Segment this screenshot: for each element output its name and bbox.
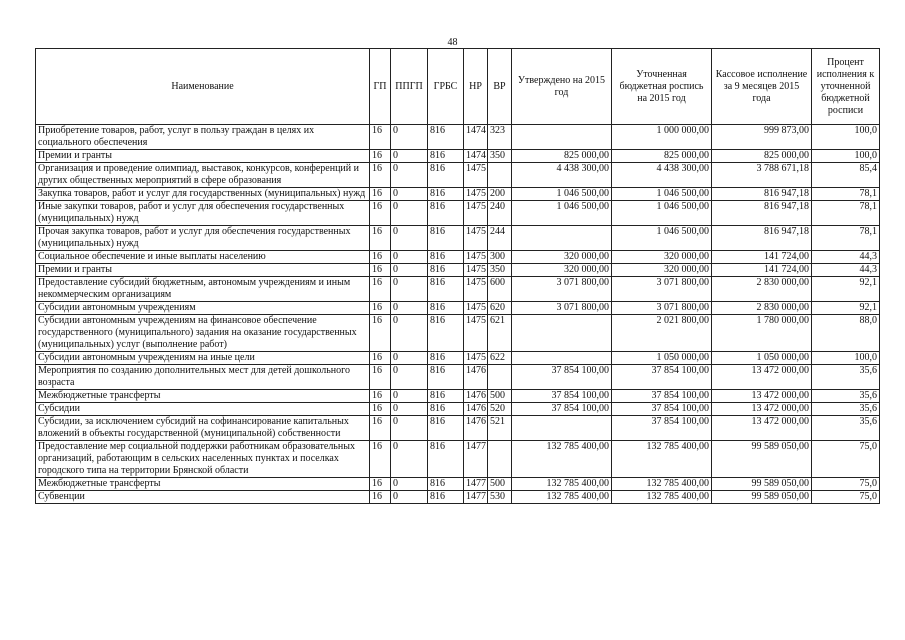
- cell-grbs: 816: [428, 302, 464, 315]
- cell-gp: 16: [370, 163, 391, 188]
- cell-refined: 825 000,00: [612, 150, 712, 163]
- table-row: [36, 302, 880, 315]
- cell-refined: 37 854 100,00: [612, 403, 712, 416]
- cell-grbs: 816: [428, 163, 464, 188]
- cell-ppgp: 0: [391, 441, 428, 478]
- cell-percent: 75,0: [812, 478, 880, 491]
- cell-nr: 1475: [464, 315, 488, 352]
- cell-gp: 16: [370, 478, 391, 491]
- cell-name: Премии и гранты: [36, 264, 370, 277]
- cell-ppgp: 0: [391, 365, 428, 390]
- cell-ppgp: 0: [391, 416, 428, 441]
- cell-gp: 16: [370, 201, 391, 226]
- cell-vr: [488, 365, 512, 390]
- cell-cash: 141 724,00: [712, 251, 812, 264]
- cell-ppgp: 0: [391, 264, 428, 277]
- cell-ppgp: 0: [391, 403, 428, 416]
- cell-gp: 16: [370, 302, 391, 315]
- table-body: [36, 125, 880, 504]
- cell-name: Предоставление субсидий бюджетным, автономым учреждениям и иным некоммерческим организациям: [36, 277, 370, 302]
- table-row: [36, 315, 880, 352]
- cell-refined: 4 438 300,00: [612, 163, 712, 188]
- table-row: [36, 226, 880, 251]
- cell-gp: 16: [370, 188, 391, 201]
- cell-approved: 37 854 100,00: [512, 403, 612, 416]
- cell-cash: 13 472 000,00: [712, 403, 812, 416]
- cell-percent: 35,6: [812, 403, 880, 416]
- cell-gp: 16: [370, 491, 391, 504]
- table-header-row: [36, 49, 880, 125]
- cell-ppgp: 0: [391, 188, 428, 201]
- header-percent: Процент исполнения к уточненной бюджетной росписи: [812, 49, 880, 125]
- cell-nr: 1475: [464, 352, 488, 365]
- cell-nr: 1477: [464, 478, 488, 491]
- cell-percent: 75,0: [812, 441, 880, 478]
- cell-percent: 78,1: [812, 201, 880, 226]
- cell-refined: 320 000,00: [612, 264, 712, 277]
- header-nr: НР: [464, 49, 488, 125]
- cell-percent: 44,3: [812, 251, 880, 264]
- cell-name: Предоставление мер социальной поддержки работникам образовательных организаций, работающим в сельских населенных пунктах и поселках городского типа на территории Брянской области: [36, 441, 370, 478]
- cell-approved: 4 438 300,00: [512, 163, 612, 188]
- cell-refined: 132 785 400,00: [612, 491, 712, 504]
- cell-refined: 3 071 800,00: [612, 302, 712, 315]
- cell-refined: 132 785 400,00: [612, 441, 712, 478]
- cell-approved: 132 785 400,00: [512, 491, 612, 504]
- cell-grbs: 816: [428, 277, 464, 302]
- cell-approved: 320 000,00: [512, 251, 612, 264]
- cell-vr: 620: [488, 302, 512, 315]
- header-vr: ВР: [488, 49, 512, 125]
- cell-name: Социальное обеспечение и иные выплаты населению: [36, 251, 370, 264]
- cell-refined: 1 000 000,00: [612, 125, 712, 150]
- cell-approved: [512, 416, 612, 441]
- cell-percent: 100,0: [812, 125, 880, 150]
- cell-gp: 16: [370, 226, 391, 251]
- cell-vr: 350: [488, 264, 512, 277]
- cell-approved: 132 785 400,00: [512, 441, 612, 478]
- cell-approved: 3 071 800,00: [512, 302, 612, 315]
- cell-name: Субсидии автономным учреждениям на финансовое обеспечение государственного (муниципального) задания на оказание государственных (муниципальных) услуг (выполнение работ): [36, 315, 370, 352]
- cell-percent: 75,0: [812, 491, 880, 504]
- cell-approved: 320 000,00: [512, 264, 612, 277]
- table-row: [36, 150, 880, 163]
- cell-nr: 1475: [464, 251, 488, 264]
- cell-name: Закупка товаров, работ и услуг для государственных (муниципальных) нужд: [36, 188, 370, 201]
- cell-percent: 92,1: [812, 302, 880, 315]
- cell-vr: 520: [488, 403, 512, 416]
- cell-grbs: 816: [428, 365, 464, 390]
- cell-nr: 1474: [464, 125, 488, 150]
- cell-percent: 78,1: [812, 188, 880, 201]
- cell-grbs: 816: [428, 491, 464, 504]
- table-row: [36, 277, 880, 302]
- cell-name: Организация и проведение олимпиад, выставок, конкурсов, конференций и других общественных мероприятий в сфере образования: [36, 163, 370, 188]
- cell-ppgp: 0: [391, 302, 428, 315]
- cell-ppgp: 0: [391, 478, 428, 491]
- cell-ppgp: 0: [391, 491, 428, 504]
- table-row: [36, 125, 880, 150]
- cell-cash: 1 780 000,00: [712, 315, 812, 352]
- cell-grbs: 816: [428, 403, 464, 416]
- cell-approved: [512, 125, 612, 150]
- header-grbs: ГРБС: [428, 49, 464, 125]
- cell-gp: 16: [370, 441, 391, 478]
- cell-cash: 99 589 050,00: [712, 478, 812, 491]
- cell-percent: 78,1: [812, 226, 880, 251]
- cell-gp: 16: [370, 125, 391, 150]
- cell-percent: 100,0: [812, 352, 880, 365]
- cell-name: Субвенции: [36, 491, 370, 504]
- cell-cash: 999 873,00: [712, 125, 812, 150]
- cell-grbs: 816: [428, 441, 464, 478]
- table-row: [36, 264, 880, 277]
- cell-nr: 1476: [464, 390, 488, 403]
- cell-nr: 1476: [464, 416, 488, 441]
- header-cash: Кассовое исполнение за 9 месяцев 2015 года: [712, 49, 812, 125]
- cell-vr: 621: [488, 315, 512, 352]
- cell-vr: 200: [488, 188, 512, 201]
- cell-refined: 1 046 500,00: [612, 226, 712, 251]
- cell-refined: 3 071 800,00: [612, 277, 712, 302]
- cell-gp: 16: [370, 365, 391, 390]
- cell-name: Прочая закупка товаров, работ и услуг для обеспечения государственных (муниципальных) нужд: [36, 226, 370, 251]
- cell-approved: [512, 315, 612, 352]
- cell-grbs: 816: [428, 264, 464, 277]
- cell-percent: 85,4: [812, 163, 880, 188]
- cell-cash: 816 947,18: [712, 226, 812, 251]
- header-name: Наименование: [36, 49, 370, 125]
- cell-ppgp: 0: [391, 352, 428, 365]
- cell-percent: 35,6: [812, 390, 880, 403]
- cell-nr: 1475: [464, 188, 488, 201]
- cell-percent: 35,6: [812, 365, 880, 390]
- table-row: [36, 491, 880, 504]
- cell-refined: 1 046 500,00: [612, 188, 712, 201]
- cell-name: Мероприятия по созданию дополнительных мест для детей дошкольного возраста: [36, 365, 370, 390]
- cell-refined: 37 854 100,00: [612, 365, 712, 390]
- table-row: [36, 201, 880, 226]
- cell-grbs: 816: [428, 390, 464, 403]
- cell-vr: 350: [488, 150, 512, 163]
- cell-gp: 16: [370, 150, 391, 163]
- header-refined: Уточненная бюджетная роспись на 2015 год: [612, 49, 712, 125]
- cell-percent: 100,0: [812, 150, 880, 163]
- cell-approved: 1 046 500,00: [512, 188, 612, 201]
- cell-cash: 13 472 000,00: [712, 390, 812, 403]
- cell-grbs: 816: [428, 125, 464, 150]
- cell-vr: 622: [488, 352, 512, 365]
- cell-nr: 1476: [464, 403, 488, 416]
- cell-vr: 530: [488, 491, 512, 504]
- cell-approved: 37 854 100,00: [512, 365, 612, 390]
- table-row: [36, 416, 880, 441]
- cell-grbs: 816: [428, 150, 464, 163]
- cell-approved: 3 071 800,00: [512, 277, 612, 302]
- cell-grbs: 816: [428, 478, 464, 491]
- table-row: [36, 403, 880, 416]
- cell-percent: 92,1: [812, 277, 880, 302]
- header-ppgp: ППГП: [391, 49, 428, 125]
- cell-cash: 825 000,00: [712, 150, 812, 163]
- cell-percent: 44,3: [812, 264, 880, 277]
- table-row: [36, 188, 880, 201]
- cell-grbs: 816: [428, 201, 464, 226]
- cell-name: Субсидии, за исключением субсидий на софинансирование капитальных вложений в объекты государственной (муниципальной) собственности: [36, 416, 370, 441]
- cell-ppgp: 0: [391, 150, 428, 163]
- cell-approved: 37 854 100,00: [512, 390, 612, 403]
- table-row: [36, 441, 880, 478]
- cell-vr: 240: [488, 201, 512, 226]
- cell-nr: 1475: [464, 163, 488, 188]
- cell-refined: 132 785 400,00: [612, 478, 712, 491]
- table-row: [36, 163, 880, 188]
- cell-ppgp: 0: [391, 315, 428, 352]
- cell-refined: 37 854 100,00: [612, 390, 712, 403]
- cell-ppgp: 0: [391, 251, 428, 264]
- page-number: 48: [447, 37, 458, 48]
- cell-cash: 2 830 000,00: [712, 277, 812, 302]
- cell-name: Межбюджетные трансферты: [36, 390, 370, 403]
- cell-approved: 825 000,00: [512, 150, 612, 163]
- cell-gp: 16: [370, 264, 391, 277]
- cell-ppgp: 0: [391, 201, 428, 226]
- cell-cash: 816 947,18: [712, 188, 812, 201]
- cell-nr: 1477: [464, 441, 488, 478]
- cell-cash: 3 788 671,18: [712, 163, 812, 188]
- cell-nr: 1475: [464, 201, 488, 226]
- cell-cash: 816 947,18: [712, 201, 812, 226]
- cell-refined: 1 050 000,00: [612, 352, 712, 365]
- cell-approved: 132 785 400,00: [512, 478, 612, 491]
- header-gp: ГП: [370, 49, 391, 125]
- cell-name: Иные закупки товаров, работ и услуг для обеспечения государственных (муниципальных) нужд: [36, 201, 370, 226]
- cell-ppgp: 0: [391, 226, 428, 251]
- table-row: [36, 352, 880, 365]
- cell-vr: [488, 441, 512, 478]
- cell-nr: 1475: [464, 264, 488, 277]
- cell-vr: 500: [488, 390, 512, 403]
- cell-vr: 600: [488, 277, 512, 302]
- cell-vr: 500: [488, 478, 512, 491]
- cell-name: Субсидии автономным учреждениям на иные цели: [36, 352, 370, 365]
- cell-grbs: 816: [428, 251, 464, 264]
- cell-grbs: 816: [428, 416, 464, 441]
- cell-vr: 244: [488, 226, 512, 251]
- cell-percent: 35,6: [812, 416, 880, 441]
- cell-cash: 2 830 000,00: [712, 302, 812, 315]
- cell-vr: 521: [488, 416, 512, 441]
- cell-approved: 1 046 500,00: [512, 201, 612, 226]
- cell-nr: 1477: [464, 491, 488, 504]
- cell-cash: 141 724,00: [712, 264, 812, 277]
- table-row: [36, 390, 880, 403]
- cell-refined: 37 854 100,00: [612, 416, 712, 441]
- cell-grbs: 816: [428, 352, 464, 365]
- cell-name: Приобретение товаров, работ, услуг в пользу граждан в целях их социального обеспечения: [36, 125, 370, 150]
- cell-cash: 1 050 000,00: [712, 352, 812, 365]
- cell-refined: 2 021 800,00: [612, 315, 712, 352]
- cell-gp: 16: [370, 416, 391, 441]
- cell-approved: [512, 352, 612, 365]
- cell-gp: 16: [370, 390, 391, 403]
- cell-cash: 99 589 050,00: [712, 441, 812, 478]
- cell-gp: 16: [370, 352, 391, 365]
- cell-gp: 16: [370, 315, 391, 352]
- cell-name: Субсидии автономным учреждениям: [36, 302, 370, 315]
- header-approved: Утверждено на 2015 год: [512, 49, 612, 125]
- cell-gp: 16: [370, 251, 391, 264]
- cell-ppgp: 0: [391, 277, 428, 302]
- cell-nr: 1475: [464, 277, 488, 302]
- cell-name: Межбюджетные трансферты: [36, 478, 370, 491]
- budget-table: [35, 48, 880, 504]
- cell-nr: 1476: [464, 365, 488, 390]
- table-row: [36, 365, 880, 390]
- cell-cash: 99 589 050,00: [712, 491, 812, 504]
- cell-vr: 323: [488, 125, 512, 150]
- cell-name: Субсидии: [36, 403, 370, 416]
- cell-nr: 1475: [464, 302, 488, 315]
- cell-grbs: 816: [428, 226, 464, 251]
- table-row: [36, 478, 880, 491]
- cell-ppgp: 0: [391, 163, 428, 188]
- cell-vr: [488, 163, 512, 188]
- cell-nr: 1475: [464, 226, 488, 251]
- cell-grbs: 816: [428, 188, 464, 201]
- table-row: [36, 251, 880, 264]
- cell-refined: 320 000,00: [612, 251, 712, 264]
- cell-nr: 1474: [464, 150, 488, 163]
- cell-percent: 88,0: [812, 315, 880, 352]
- cell-name: Премии и гранты: [36, 150, 370, 163]
- cell-ppgp: 0: [391, 390, 428, 403]
- cell-cash: 13 472 000,00: [712, 416, 812, 441]
- cell-refined: 1 046 500,00: [612, 201, 712, 226]
- cell-grbs: 816: [428, 315, 464, 352]
- cell-gp: 16: [370, 403, 391, 416]
- cell-vr: 300: [488, 251, 512, 264]
- cell-approved: [512, 226, 612, 251]
- cell-ppgp: 0: [391, 125, 428, 150]
- cell-gp: 16: [370, 277, 391, 302]
- cell-cash: 13 472 000,00: [712, 365, 812, 390]
